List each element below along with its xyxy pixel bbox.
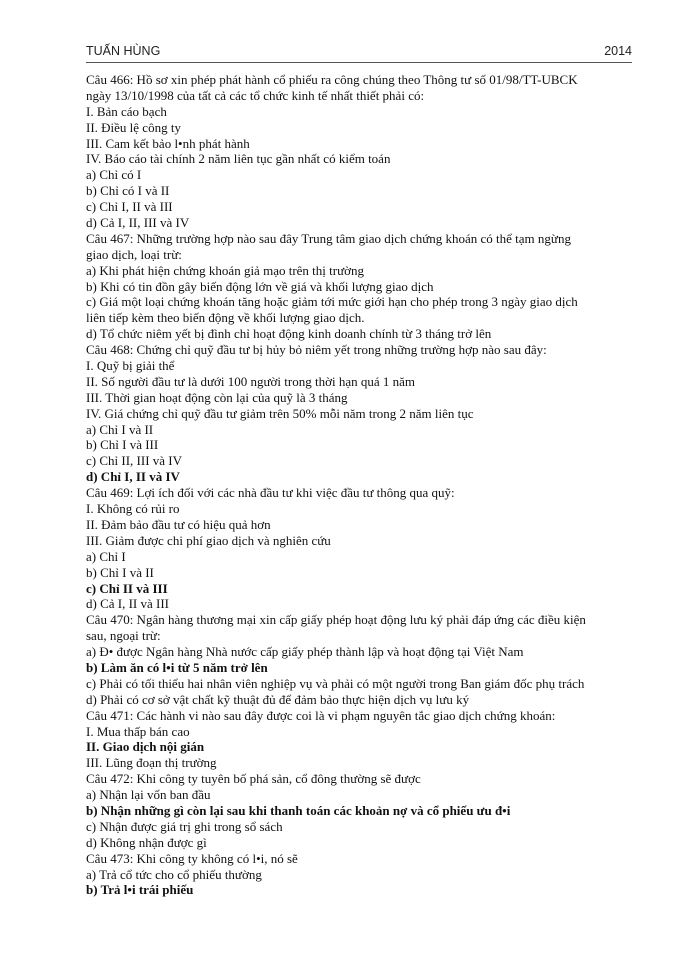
text-line: a) Trả cổ tức cho cổ phiếu thường bbox=[86, 866, 262, 882]
text-line: II. Đảm bảo đầu tư có hiệu quả hơn bbox=[86, 516, 271, 532]
text-line: Câu 469: Lợi ích đối với các nhà đầu tư khi việc đầu tư thông qua quỹ: bbox=[86, 485, 455, 501]
text-line: d) Phải có cơ sở vật chất kỹ thuật đủ để đảm bảo thực hiện dịch vụ lưu ký bbox=[86, 691, 470, 707]
text-line: d) Tổ chức niêm yết bị đình chỉ hoạt động kinh doanh chính từ 3 tháng trở lên bbox=[86, 326, 492, 342]
text-line: a) Chỉ có I bbox=[86, 167, 142, 183]
text-line: d) Không nhận được gì bbox=[86, 834, 207, 850]
answer-line: c) Chỉ II và III bbox=[86, 580, 168, 596]
text-line: I. Quỹ bị giải thể bbox=[86, 358, 175, 374]
header-year: 2014 bbox=[604, 44, 632, 58]
answer-line: II. Giao dịch nội gián bbox=[86, 739, 205, 755]
answer-line: b) Nhận những gì còn lại sau khi thanh toán các khoản nợ và cổ phiếu ưu đ•i bbox=[86, 802, 511, 818]
text-line: II. Điều lệ công ty bbox=[86, 119, 181, 135]
text-line: b) Chỉ có I và II bbox=[86, 183, 170, 199]
text-line: d) Cả I, II, III và IV bbox=[86, 215, 190, 231]
page-header bbox=[86, 44, 632, 64]
text-line: I. Bản cáo bạch bbox=[86, 103, 167, 119]
text-line: I. Mua thấp bán cao bbox=[86, 723, 190, 739]
text-line: a) Chỉ I và II bbox=[86, 421, 154, 437]
answer-line: b) Trả l•i trái phiếu bbox=[86, 882, 194, 898]
text-line: sau, ngoại trừ: bbox=[86, 628, 161, 644]
text-line: b) Chỉ I và II bbox=[86, 564, 154, 580]
text-line: ngày 13/10/1998 của tất cả các tổ chức kinh tế nhất thiết phải có: bbox=[86, 87, 425, 103]
text-line: Câu 468: Chứng chỉ quỹ đầu tư bị hủy bỏ niêm yết trong những trường hợp nào sau đây: bbox=[86, 342, 547, 358]
text-line: liên tiếp kèm theo biến động về khối lượng giao dịch. bbox=[86, 310, 365, 326]
text-line: b) Khi có tin đồn gây biến động lớn về giá và khối lượng giao dịch bbox=[86, 278, 434, 294]
text-line: d) Cả I, II và III bbox=[86, 596, 170, 612]
text-line: Câu 470: Ngân hàng thương mại xin cấp giấy phép hoạt động lưu ký phải đáp ứng các điều kiện bbox=[86, 612, 586, 628]
text-line: c) Giá một loại chứng khoán tăng hoặc giảm tới mức giới hạn cho phép trong 3 ngày giao dịch bbox=[86, 294, 578, 310]
text-line: Câu 466: Hồ sơ xin phép phát hành cổ phiếu ra công chúng theo Thông tư số 01/98/TT-UBCK bbox=[86, 72, 578, 87]
text-line: a) Đ• được Ngân hàng Nhà nước cấp giấy phép thành lập và hoạt động tại Việt Nam bbox=[86, 644, 524, 660]
header-author: TUẤN HÙNG bbox=[86, 44, 161, 58]
text-line: Câu 473: Khi công ty không có l•i, nó sẽ bbox=[86, 850, 298, 866]
text-line: III. Giảm được chi phí giao dịch và nghiên cứu bbox=[86, 532, 331, 548]
text-line: III. Thời gian hoạt động còn lại của quỹ là 3 tháng bbox=[86, 389, 348, 405]
text-line: giao dịch, loại trừ: bbox=[86, 246, 182, 262]
text-line: III. Cam kết bảo l•nh phát hành bbox=[86, 135, 250, 151]
text-line: Câu 467: Những trường hợp nào sau đây Trung tâm giao dịch chứng khoán có thể tạm ngừng bbox=[86, 230, 571, 246]
text-line: I. Không có rủi ro bbox=[86, 501, 180, 517]
text-line: c) Chỉ I, II và III bbox=[86, 199, 173, 215]
text-line: II. Số người đầu tư là dưới 100 người trong thời hạn quá 1 năm bbox=[86, 373, 416, 389]
text-line: Câu 471: Các hành vi nào sau đây được coi là vi phạm nguyên tắc giao dịch chứng khoán: bbox=[86, 707, 556, 723]
text-line: III. Lũng đoạn thị trường bbox=[86, 755, 217, 771]
document-body bbox=[86, 72, 632, 898]
text-line: c) Nhận được giá trị ghi trong sổ sách bbox=[86, 818, 283, 834]
text-line: a) Nhận lại vốn ban đầu bbox=[86, 787, 211, 803]
answer-line: d) Chỉ I, II và IV bbox=[86, 469, 180, 485]
text-line: c) Phải có tối thiểu hai nhân viên nghiệp vụ và phải có một người trong Ban giám đốc phụ trách bbox=[86, 675, 585, 691]
text-line: a) Khi phát hiện chứng khoán giả mạo trên thị trường bbox=[86, 262, 365, 278]
text-line: b) Chỉ I và III bbox=[86, 437, 159, 453]
text-line: IV. Báo cáo tài chính 2 năm liên tục gần nhất có kiểm toán bbox=[86, 151, 391, 167]
text-line: a) Chỉ I bbox=[86, 548, 126, 564]
header-divider bbox=[86, 62, 632, 63]
text-line: Câu 472: Khi công ty tuyên bố phá sản, cổ đông thường sẽ được bbox=[86, 771, 421, 787]
text-line: IV. Giá chứng chỉ quỹ đầu tư giảm trên 50% mỗi năm trong 2 năm liên tục bbox=[86, 405, 474, 421]
answer-line: b) Làm ăn có l•i từ 5 năm trở lên bbox=[86, 659, 268, 675]
text-line: c) Chỉ II, III và IV bbox=[86, 453, 183, 469]
